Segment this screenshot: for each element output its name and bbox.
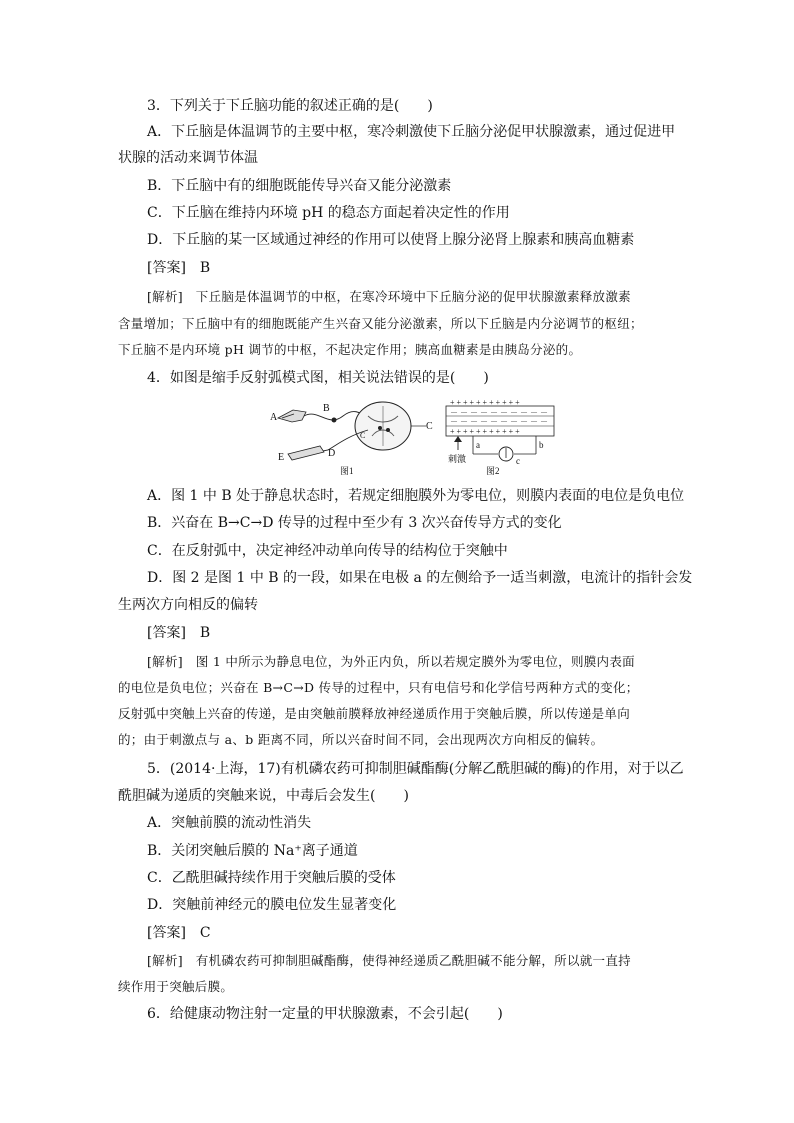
q4-option-b: B．兴奋在 B→C→D 传导的过程中至少有 3 次兴奋传导方式的变化 bbox=[147, 515, 562, 531]
label-a: A bbox=[270, 412, 278, 423]
q3-option-a: A．下丘脑是体温调节的主要中枢，寒冷刺激使下丘脑分泌促甲状腺激素，通过促进甲 bbox=[147, 124, 676, 140]
q5-answer: [答案] C bbox=[147, 925, 211, 941]
label-d: D bbox=[328, 448, 336, 459]
q4-answer: [答案] B bbox=[147, 625, 211, 641]
q4-option-d-cont: 生两次方向相反的偏转 bbox=[118, 597, 258, 613]
plus-row-top: + + + + + + + + + + + bbox=[450, 398, 520, 407]
q6-stem: 6．给健康动物注射一定量的甲状腺激素，不会引起( ) bbox=[147, 1006, 503, 1022]
q5-option-c: C．乙酰胆碱持续作用于突触后膜的受体 bbox=[147, 870, 396, 886]
q5-explanation-2: 续作用于突触后膜。 bbox=[118, 979, 234, 994]
hand-receptor bbox=[278, 410, 306, 422]
label-e: E bbox=[278, 452, 285, 463]
label-c-fig2: c bbox=[516, 456, 520, 466]
q3-explanation-1: [解析] 下丘脑是体温调节的中枢，在寒冷环境中下丘脑分泌的促甲状腺激素释放激素 bbox=[147, 289, 631, 304]
q3-option-c: C．下丘脑在维持内环境 pH 的稳态方面起着决定性的作用 bbox=[147, 205, 510, 221]
minus-row-top: － － － － － － － － － － bbox=[450, 408, 548, 417]
fig2-caption: 图2 bbox=[486, 466, 500, 476]
minus-row-bottom: － － － － － － － － － － bbox=[450, 417, 548, 426]
electrode-b: b bbox=[539, 440, 544, 450]
q4-explanation-3: 反射弧中突触上兴奋的传递，是由突触前膜释放神经递质作用于突触后膜，所以传递是单向 bbox=[118, 706, 631, 721]
q5-option-b: B．关闭突触后膜的 Na⁺离子通道 bbox=[147, 843, 358, 859]
q4-explanation-1: [解析] 图 1 中所示为静息电位，为外正内负，所以若规定膜外为零电位，则膜内表面 bbox=[147, 654, 635, 669]
q3-option-a-cont: 状腺的活动来调节体温 bbox=[118, 150, 258, 166]
q3-option-d: D．下丘脑的某一区域通过神经的作用可以使肾上腺分泌肾上腺素和胰高血糖素 bbox=[147, 232, 635, 248]
q5-option-a: A．突触前膜的流动性消失 bbox=[147, 815, 312, 831]
label-c-inner: C bbox=[360, 431, 366, 440]
q4-stem: 4．如图是缩手反射弧模式图，相关说法错误的是( ) bbox=[147, 370, 489, 386]
q5-explanation-1: [解析] 有机磷农药可抑制胆碱酯酶，使得神经递质乙酰胆碱不能分解，所以就一直持 bbox=[147, 953, 631, 968]
label-c: C bbox=[426, 421, 433, 432]
q4-option-c: C．在反射弧中，决定神经冲动单向传导的结构位于突触中 bbox=[147, 543, 508, 559]
stimulus-label: 刺激 bbox=[448, 454, 467, 464]
ganglion bbox=[332, 418, 337, 423]
q4-explanation-4: 的；由于刺激点与 a、b 距离不同，所以兴奋时间不同，会出现两次方向相反的偏转。 bbox=[118, 732, 604, 747]
q5-stem-cont: 酰胆碱为递质的突触来说，中毒后会发生( ) bbox=[118, 788, 409, 804]
plus-row-bottom: + + + + + + + + + + + bbox=[450, 427, 520, 436]
q3-stem: 3．下列关于下丘脑功能的叙述正确的是( ) bbox=[147, 98, 433, 114]
reflex-arc-figure bbox=[268, 398, 558, 478]
label-b: B bbox=[323, 403, 330, 414]
muscle-effector bbox=[288, 446, 324, 460]
fig1-caption: 图1 bbox=[340, 466, 354, 476]
q3-option-b: B．下丘脑中有的细胞既能传导兴奋又能分泌激素 bbox=[147, 178, 452, 194]
electrode-a: a bbox=[476, 440, 480, 450]
q5-option-d: D．突触前神经元的膜电位发生显著变化 bbox=[147, 897, 397, 913]
q3-explanation-2: 含量增加；下丘脑中有的细胞既能产生兴奋又能分泌激素，所以下丘脑是内分泌调节的枢纽； bbox=[118, 316, 643, 331]
q5-stem: 5．(2014·上海，17)有机磷农药可抑制胆碱酯酶(分解乙酰胆碱的酶)的作用，对于以乙 bbox=[147, 761, 684, 777]
q4-explanation-2: 的电位是负电位；兴奋在 B→C→D 传导的过程中，只有电信号和化学信号两种方式的变化； bbox=[118, 680, 639, 695]
q4-option-d: D．图 2 是图 1 中 B 的一段，如果在电极 a 的左侧给予一适当刺激，电流计的指针会发 bbox=[147, 570, 693, 586]
q3-answer: [答案] B bbox=[147, 260, 211, 276]
q4-option-a: A．图 1 中 B 处于静息状态时，若规定细胞膜外为零电位，则膜内表面的电位是负电位 bbox=[147, 488, 685, 504]
q3-explanation-3: 下丘脑不是内环境 pH 调节的中枢，不起决定作用；胰高血糖素是由胰岛分泌的。 bbox=[118, 342, 582, 357]
